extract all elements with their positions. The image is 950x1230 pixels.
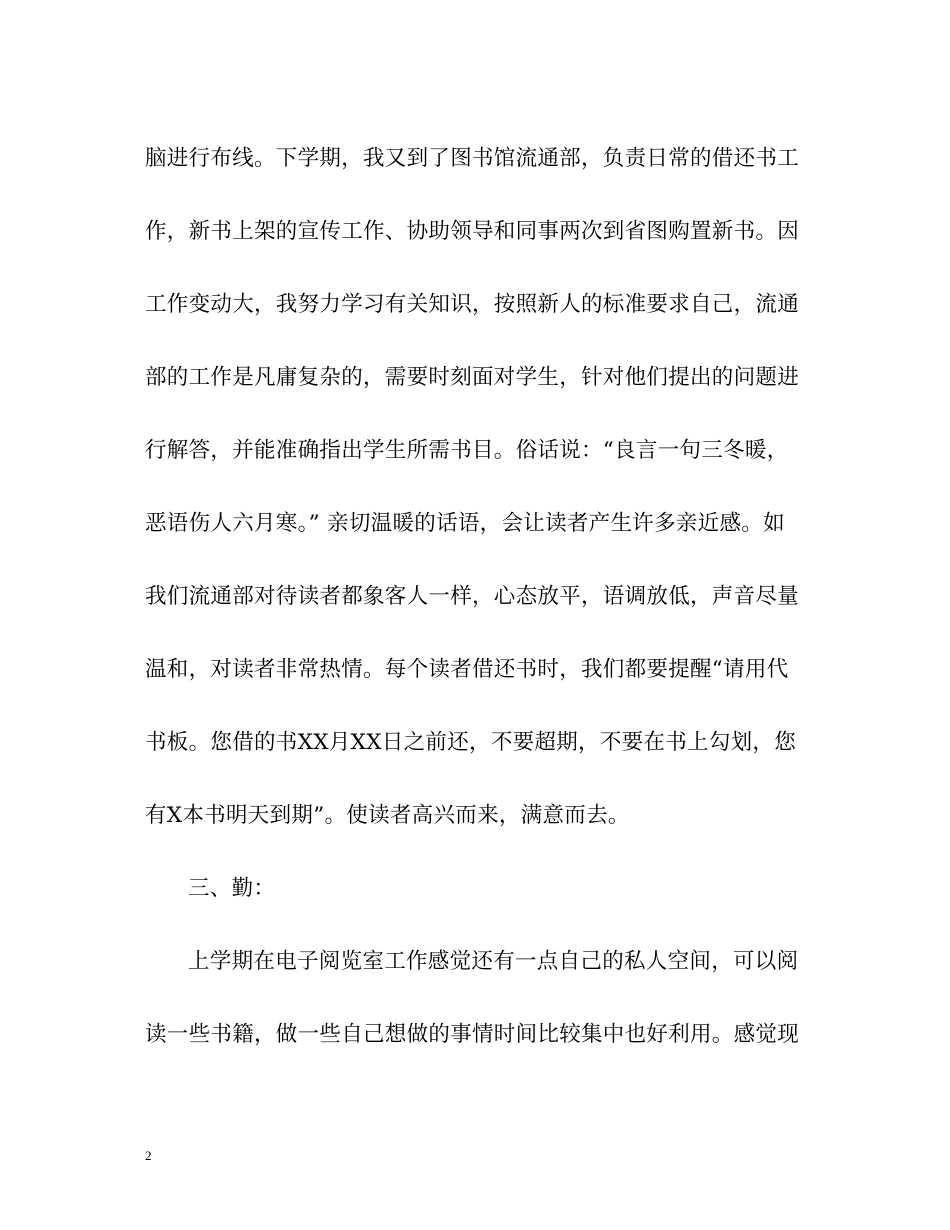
text-line: 我们流通部对待读者都象客人一样，心态放平，语调放低，声音尽量 bbox=[145, 584, 800, 609]
text-line: 恶语伤人六月寒。” 亲切温暖的话语，会让读者产生许多亲近感。如 bbox=[145, 511, 785, 536]
text-line: 工作变动大，我努力学习有关知识，按照新人的标准要求自己，流通 bbox=[145, 292, 800, 317]
text-line: 书板。您借的书XX月XX日之前还，不要超期，不要在书上勾划，您 bbox=[145, 730, 797, 755]
text-line: 有X本书明天到期”。使读者高兴而来，满意而去。 bbox=[145, 803, 630, 828]
text-line: 读一些书籍，做一些自己想做的事情时间比较集中也好利用。感觉现 bbox=[145, 1022, 800, 1047]
text-line: 部的工作是凡庸复杂的，需要时刻面对学生，针对他们提出的问题进 bbox=[145, 365, 800, 390]
text-line: 脑进行布线。下学期，我又到了图书馆流通部，负责日常的借还书工 bbox=[145, 146, 800, 171]
text-line: 行解答，并能准确指出学生所需书目。俗话说：“良言一句三冬暖， bbox=[145, 438, 789, 463]
page-number: 2 bbox=[145, 1148, 152, 1163]
body-text bbox=[145, 136, 805, 1085]
text-line: 温和，对读者非常热情。每个读者借还书时，我们都要提醒“请用代 bbox=[145, 657, 789, 682]
paragraph-first-line: 上学期在电子阅览室工作感觉还有一点自己的私人空间，可以阅 bbox=[188, 949, 799, 974]
section-heading: 三、勤： bbox=[188, 876, 276, 901]
text-line: 作，新书上架的宣传工作、协助领导和同事两次到省图购置新书。因 bbox=[145, 219, 800, 244]
